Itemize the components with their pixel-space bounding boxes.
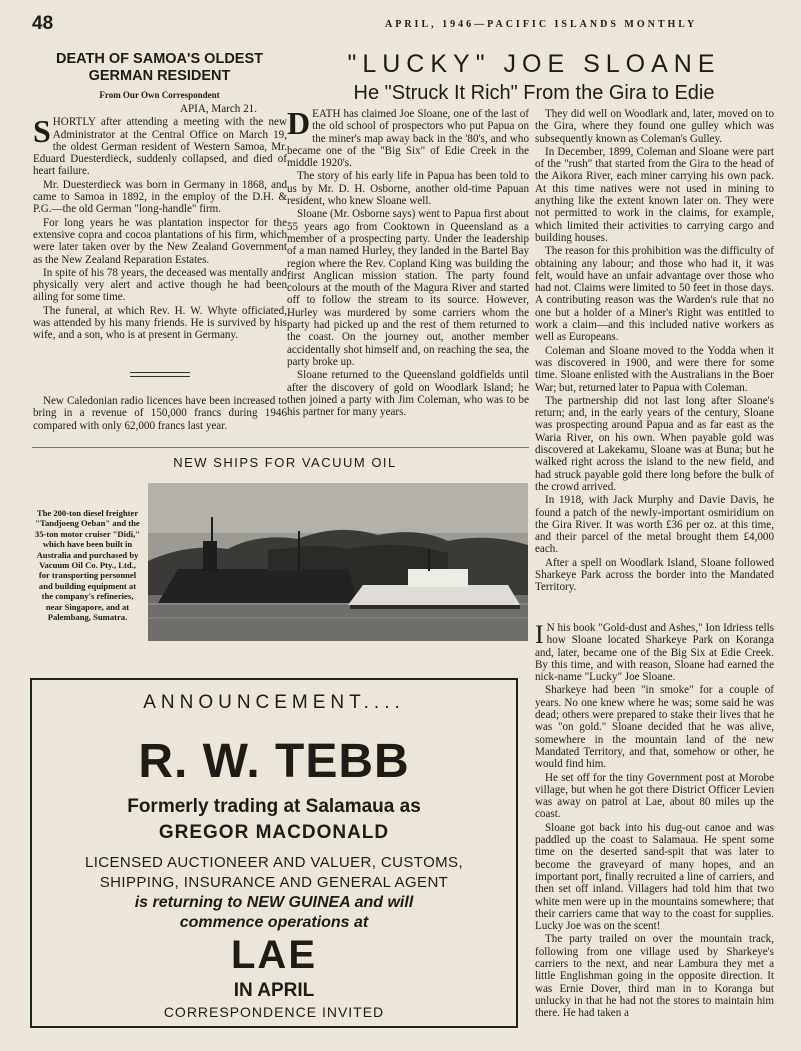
samoa-byline: From Our Own Correspondent: [99, 90, 220, 100]
samoa-dateline: APIA, March 21.: [179, 103, 257, 115]
sloane-paragraph: After a spell on Woodlark Island, Sloane followed Sharkeye Park across the border into the Mandated Territory.: [535, 556, 774, 594]
radio-paragraph: New Caledonian radio licences have been increased to bring in a revenue of 150,000 francs during 1946 compared with only 62,000 francs last year.: [33, 395, 287, 432]
sloane-paragraph: DEATH has claimed Joe Sloane, one of the last of the old school of prospectors who put Papua on the miner's map away back in the '80's, and who became one of the "Big Six" of Edie Creek in the middle 1920's.: [287, 105, 529, 170]
ad-when: IN APRIL: [233, 980, 315, 1001]
samoa-article-body: [33, 103, 287, 343]
section-rule: [32, 447, 529, 448]
samoa-paragraph: For long years he was plantation inspector for the extensive copra and cocoa plantations of his firm, which were later taken over by the New Zealand Government as the New Zealand Reparation Estates.: [33, 216, 287, 266]
tebb-advertisement: [30, 678, 518, 1028]
ships-caption: The 200-ton diesel freighter "Tandjoeng Oeban" and the 35-ton motor cruiser "Didi," which have been built in Australia and purchased by Vacuum Oil Co. Pty., Ltd., for transporting personnel and building equipment at the company's refineries, near Singapore, and at Palembang, Sumatra.: [34, 508, 141, 623]
sloane-subheadline: He "Struck It Rich" From the Gira to Edie: [353, 82, 715, 104]
ad-place: LAE: [231, 933, 317, 977]
samoa-paragraph: Mr. Duesterdieck was born in Germany in 1868, and came to Samoa in 1892, in the employ of the D.H. & P.G.—the old German "long-handle" firm.: [33, 178, 287, 216]
sloane-paragraph: The partnership did not last long after Sloane's return; and, in the early years of the century, Sloane was prospecting around Papua and as far east as the Waria River, on his own. When payable gold was discovered at Lakekamu, Sloane was at Buna; but he walked right across the island to the new field, and had struck payable gold there long before the bulk of the crowd arrived.: [535, 394, 774, 493]
ad-services: LICENSED AUCTIONEER AND VALUER, CUSTOMS, SHIPPING, INSURANCE AND GENERAL AGENT: [84, 854, 464, 891]
masthead: APRIL, 1946—PACIFIC ISLANDS MONTHLY: [385, 19, 698, 30]
sloane-paragraph: Sloane returned to the Queensland goldfields until after the discovery of gold on Woodlark Island; he then joined a party with Jim Coleman, who was to be his partner for many years.: [287, 369, 529, 419]
ships-photo: [148, 483, 528, 641]
samoa-headline: DEATH OF SAMOA'S OLDEST GERMAN RESIDENT: [56, 51, 263, 84]
radio-item: [33, 395, 287, 433]
sloane-column-1: [287, 105, 530, 419]
sloane-paragraph: In 1918, with Jack Murphy and Davie Davis, he found a patch of the newly-important osmiridium on the Gira River. It was worth £36 per oz. at this time, and their parcel of the metal brought them £4,000 each.: [535, 494, 774, 556]
ships-photo-illustration: [148, 483, 528, 641]
sloane-drop-cap: D: [287, 105, 311, 141]
section-divider: [130, 372, 190, 377]
ad-name: R. W. TEBB: [138, 735, 410, 788]
sloane-paragraph: I N his book "Gold-dust and Ashes," Ion Idriess tells how Sloane located Sharkeye Park on Koranga and, later, became one of the Big Six at Edie Creek. By this time, and with reason, Sloane had earned the nick-name "Lucky" Joe Sloane.: [535, 620, 774, 684]
sloane-column-2-continued: [535, 622, 774, 1021]
samoa-drop-cap: S: [33, 113, 51, 150]
ad-former-name: GREGOR MACDONALD: [158, 822, 390, 843]
samoa-paragraph: SHORTLY after attending a meeting with the new Administrator at the Central Office on March 19, the oldest German resident of Western Samoa, Mr. Eduard Duesterdieck, suddenly collapsed, and died of heart failure.: [33, 113, 287, 178]
sloane-paragraph: He set off for the tiny Government post at Morobe village, but when he got there District Officer Levien was away on patrol at Lae, about 80 miles up the coast.: [535, 771, 774, 821]
sloane-paragraph: The reason for this prohibition was the difficulty of obtaining any labour; and those who had it, it was felt, would have an unfair advantage over those who had not. Claims were limited to 50 feet in those days. A contributing reason was the Warden's rule that no one but a holder of a Miner's Right was entitled to work a claim—and this included native workers as well as Europeans.: [535, 245, 774, 344]
samoa-paragraph: In spite of his 78 years, the deceased was mentally and physically very alert and active though he had been ailing for some time.: [33, 266, 287, 304]
sloane-headline: "LUCKY" JOE SLOANE: [347, 50, 721, 78]
sloane-paragraph: Sloane got back into his dug-out canoe and was paddled up the coast to Salamaua. He spent some time on the deserted sand-spit that was later to become the graveyard of many hopes, and an important port, finally recruited a line of carriers, and then set off inland. Villagers had told him that two white men were up in the mountains somewhere; that their carriers came that way to the coast for supplies. Lucky Joe was on the scent!: [535, 821, 774, 933]
samoa-paragraph: The funeral, at which Rev. H. W. Whyte officiated, was attended by his many friends. He is survived by his wife, and a son, who is at present in Germany.: [33, 304, 287, 342]
sloane-paragraph: The story of his early life in Papua has been told to us by Mr. D. H. Osborne, another old-time Papuan resident, who knew Sloane well.: [287, 170, 529, 208]
ad-correspondence: CORRESPONDENCE INVITED: [163, 1004, 385, 1020]
ad-returning: is returning to NEW GUINEA and will commence operations at: [134, 894, 414, 931]
sloane-paragraph: The party trailed on over the mountain track, following from one village used by Sharkeye's carriers to the next, and near Lambura they met a little Englishman going in the opposite direction. It was Ernie Dover, third man in to Koranga but unlucky in that he had not the stores to maintain him there. He had taken a: [535, 933, 774, 1020]
ships-heading: NEW SHIPS FOR VACUUM OIL: [173, 455, 397, 470]
page-number: 48: [32, 13, 54, 34]
sloane-drop-cap-2: I: [535, 620, 544, 649]
sloane-paragraph: Sharkeye had been "in smoke" for a couple of years. No one knew where he was; some said he was dead; others were prepared to stake their lives that he was "on gold." Sloane decided that he was alive, somewhere in the mountain land of the new Mandated Territory, and that, somehow or other, he would find him.: [535, 684, 774, 771]
sloane-paragraph: In December, 1899, Coleman and Sloane were part of the "rush" that started from the Gira to the head of the Aikora River, each miner carrying his own pack. At this time natives were not used in mining to anything like the extent known later on. They were not permitted to work in the claims, for example, which limited their activities to carrying cargo and building houses.: [535, 145, 774, 244]
sloane-paragraph: Sloane (Mr. Osborne says) went to Papua first about 55 years ago from Cooktown in Queensland as a member of a prospecting party. Under the leadership of a man named Hurley, they landed in the Bartel Bay region where the Rev. Copland King was building the first Anglican mission station. The party found colours at the mouth of the Magura River and started off to follow the stream to its source. However, Hurley was murdered by some carriers whom the party had picked up and the rest of them returned to the coast. On the journey out, another member accidentally shot himself and, on reaching the sea, the party broke up.: [287, 208, 530, 368]
ad-announcement: ANNOUNCEMENT....: [143, 692, 405, 713]
sloane-paragraph: They did well on Woodlark and, later, moved on to the Gira, where they found one gulley which was subsequently known as Coleman's Gulley.: [535, 108, 774, 145]
sloane-column-2: [535, 108, 774, 595]
ad-formerly: Formerly trading at Salamaua as: [127, 796, 421, 817]
sloane-paragraph: Coleman and Sloane moved to the Yodda when it was discovered in 1900, and were there for some time. Sloane enlisted with the Australians in the Boer War; but, returned later to Papua with Coleman.: [535, 344, 774, 394]
